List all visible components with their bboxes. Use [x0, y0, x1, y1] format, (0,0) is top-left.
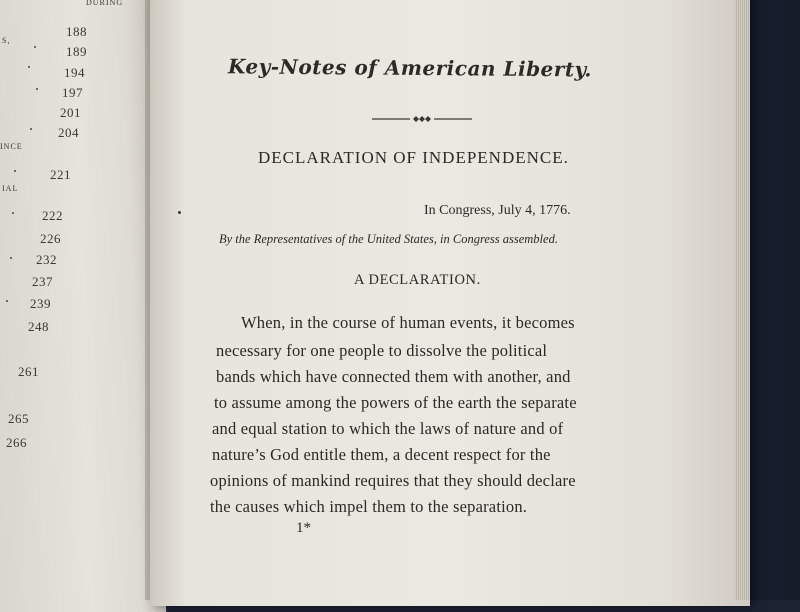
- body-text-line: to assume among the powers of the earth the separate: [214, 393, 577, 412]
- toc-fragment: INCE: [0, 142, 23, 151]
- toc-fragment: DURING: [86, 0, 124, 7]
- toc-page-number: 226: [40, 231, 61, 246]
- left-page: [0, 0, 166, 612]
- declaration-label: A DECLARATION.: [354, 272, 481, 288]
- toc-page-number: 266: [6, 435, 27, 450]
- toc-page-number: 222: [42, 208, 63, 223]
- section-heading: DECLARATION OF INDEPENDENCE.: [258, 148, 569, 167]
- toc-page-number: 237: [32, 274, 53, 289]
- toc-page-number: 265: [8, 411, 29, 426]
- leader-dot: [36, 88, 38, 90]
- leader-dot: [28, 66, 30, 68]
- leader-dot: [12, 212, 14, 214]
- body-text-line: necessary for one people to dissolve the political: [216, 341, 548, 360]
- page-edge: [735, 0, 749, 600]
- body-text-line: opinions of mankind requires that they should declare: [210, 471, 576, 490]
- toc-page-number: 239: [30, 296, 51, 311]
- leader-dot: [30, 128, 32, 130]
- leader-dot: [10, 257, 12, 259]
- body-text-line: When, in the course of human events, it becomes: [241, 313, 575, 332]
- toc-page-number: 232: [36, 252, 57, 267]
- toc-fragment: S,: [2, 36, 11, 45]
- leader-dot: [34, 46, 36, 48]
- ornament-divider: [372, 114, 472, 124]
- toc-page-number: 188: [66, 24, 87, 39]
- toc-fragment: IAL: [2, 184, 19, 193]
- toc-page-number: 197: [62, 85, 83, 100]
- representatives-line: By the Representatives of the United States, in Congress assembled.: [219, 232, 558, 246]
- congress-date-line: In Congress, July 4, 1776.: [424, 203, 571, 218]
- page-title: Key-Notes of American Liberty.: [227, 54, 593, 82]
- toc-page-number: 248: [28, 319, 49, 334]
- body-text-line: and equal station to which the laws of nature and of: [212, 419, 564, 438]
- toc-page-number: 201: [60, 105, 81, 120]
- body-text-line: the causes which impel them to the separation.: [210, 497, 528, 516]
- ink-speck: [178, 211, 181, 214]
- toc-page-number: 204: [58, 125, 79, 140]
- toc-page-number: 194: [64, 65, 85, 80]
- toc-page-number: 221: [50, 167, 71, 182]
- toc-page-number: 189: [66, 44, 87, 59]
- body-text-line: bands which have connected them with another, and: [216, 367, 571, 386]
- leader-dot: [14, 170, 16, 172]
- body-text-line: nature’s God entitle them, a decent respect for the: [212, 445, 551, 464]
- signature-mark: 1*: [296, 520, 311, 536]
- leader-dot: [6, 300, 8, 302]
- toc-page-number: 261: [18, 364, 39, 379]
